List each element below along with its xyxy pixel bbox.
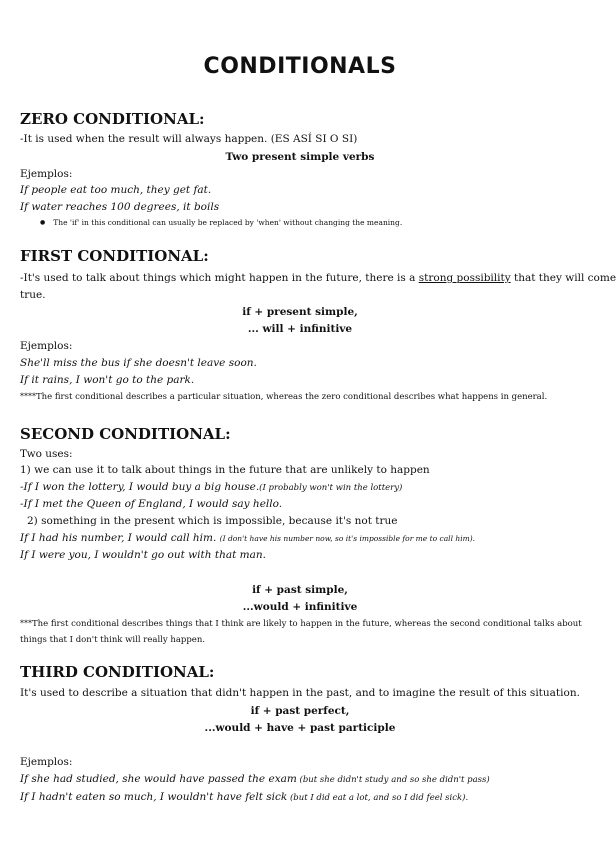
first-examples-label: Ejemplos: (20, 340, 73, 352)
third-conditional-heading: THIRD CONDITIONAL: (20, 663, 215, 681)
second-example-3-text: If I had his number, I would call him. (20, 532, 217, 544)
second-uses-label: Two uses: (20, 448, 73, 460)
first-definition-line-2: true. (20, 289, 46, 301)
zero-example-1: If people eat too much, they get fat. (20, 184, 212, 196)
zero-conditional-heading: ZERO CONDITIONAL: (20, 110, 205, 128)
third-example-2 (20, 791, 468, 803)
third-example-1-text: If she had studied, she would have passed the exam (20, 773, 297, 785)
first-example-1: She'll miss the bus if she doesn't leave soon. (20, 357, 257, 369)
second-example-1-text: -If I won the lottery, I would buy a big house. (20, 481, 260, 493)
third-example-1-note: (but she didn't study and so she didn't pass) (296, 775, 490, 785)
first-formula-line-1: if + present simple, (242, 306, 358, 318)
second-example-1-note: (I probably won't win the lottery) (259, 483, 403, 493)
third-examples-label: Ejemplos: (20, 756, 73, 768)
first-example-2: If it rains, I won't go to the park. (20, 374, 195, 386)
strong-possibility-underlined: strong possibility (418, 272, 511, 284)
second-note-text: The first conditional describes things that I think are likely to happen in the future, whereas the second conditional talks about things that I don't think will really happen. (20, 619, 582, 645)
first-note-text: The first conditional describes a particular situation, whereas the zero conditional describes what happens in general. (36, 392, 548, 402)
zero-bullet-note: ● The 'if' in this conditional can usually be replaced by 'when' without changing the meaning. (40, 218, 402, 227)
second-use-2: 2) something in the present which is impossible, because it's not true (27, 515, 398, 527)
third-definition: It's used to describe a situation that didn't happen in the past, and to imagine the result of this situation. (20, 687, 580, 699)
first-note (20, 390, 547, 402)
page-title: CONDITIONALS (203, 54, 397, 79)
second-example-1 (20, 481, 402, 493)
zero-formula: Two present simple verbs (225, 151, 375, 163)
first-formula-line-2: ... will + infinitive (247, 323, 353, 335)
zero-example-2: If water reaches 100 degrees, it boils (20, 201, 220, 213)
second-example-3-note: (I don't have his number now, so it's impossible for me to call him). (219, 534, 476, 543)
second-example-4: If I were you, I wouldn't go out with that man. (20, 549, 266, 561)
first-definition-line-1 (20, 272, 616, 284)
first-definition-part-b: that they will come (510, 272, 616, 284)
second-note (20, 616, 585, 648)
second-example-2: -If I met the Queen of England, I would say hello. (20, 498, 283, 510)
first-note-stars: **** (20, 392, 36, 401)
first-conditional-heading: FIRST CONDITIONAL: (20, 247, 209, 265)
second-conditional-heading: SECOND CONDITIONAL: (20, 425, 231, 443)
second-formula-line-1: if + past simple, (252, 584, 348, 596)
second-formula-line-2: ...would + infinitive (242, 601, 358, 613)
third-example-2-text: If I hadn't eaten so much, I wouldn't have felt sick (20, 791, 288, 803)
third-example-1 (20, 773, 490, 785)
second-use-1: 1) we can use it to talk about things in the future that are unlikely to happen (20, 464, 430, 476)
third-example-2-note: (but I did eat a lot, and so I did feel sick). (287, 793, 469, 803)
second-example-3 (20, 532, 475, 544)
zero-definition: -It is used when the result will always happen. (ES ASÍ SI O SI) (20, 133, 358, 145)
third-formula-line-1: if + past perfect, (250, 705, 350, 717)
second-note-stars: *** (20, 619, 32, 628)
first-definition-part-a: -It's used to talk about things which might happen in the future, there is a (20, 272, 419, 284)
third-formula-line-2: ...would + have + past participle (204, 722, 396, 734)
zero-examples-label: Ejemplos: (20, 168, 73, 180)
